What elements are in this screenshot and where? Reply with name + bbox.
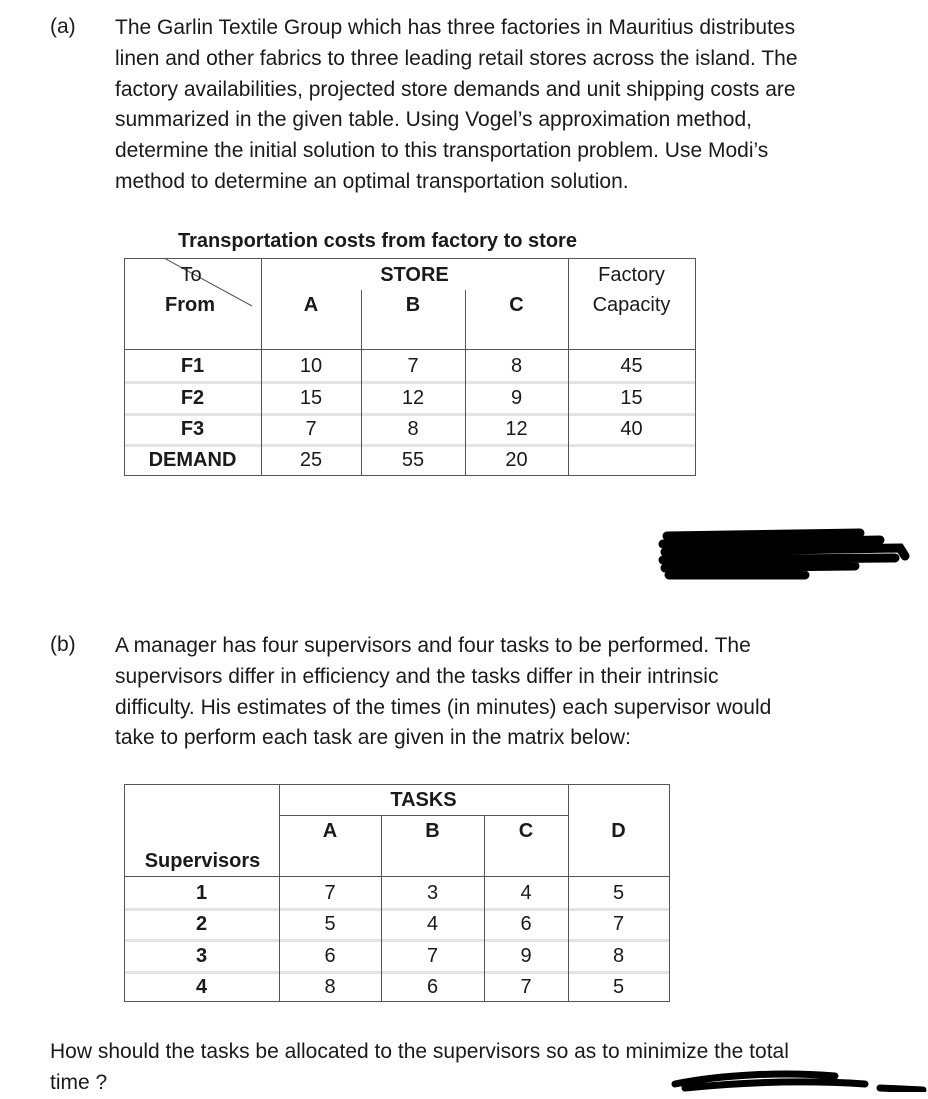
capacity-cell: 40 — [620, 418, 643, 440]
table-cell: 6 — [520, 913, 532, 935]
table-cell: 4 — [426, 913, 439, 935]
demand-cell: 55 — [401, 449, 425, 471]
table-cell: 8 — [612, 944, 625, 967]
table-cell: 7 — [612, 913, 625, 935]
table-cell: 10 — [299, 354, 323, 377]
table-cell: 5 — [612, 881, 625, 904]
column-header: C — [509, 293, 524, 316]
question-line: How should the tasks be allocated to the supervisors so as to minimize the total — [50, 1040, 789, 1063]
redaction-scribble-bottom — [665, 1070, 928, 1092]
row-header: 2 — [195, 913, 208, 935]
part-a-line: factory availabilities, projected store demands and unit shipping costs are — [115, 77, 796, 101]
column-header: A — [322, 819, 338, 842]
table-cell: 8 — [324, 975, 336, 998]
part-a-paragraph — [115, 13, 857, 198]
column-header: B — [425, 819, 440, 842]
part-a-line: method to determine an optimal transportation solution. — [115, 169, 629, 193]
part-a-label: (a) — [50, 15, 76, 38]
table-cell: 7 — [324, 881, 336, 904]
part-b-label: (b) — [50, 633, 76, 656]
store-header: STORE — [380, 263, 449, 286]
table-cell: 12 — [401, 386, 425, 409]
demand-cell: 25 — [299, 449, 323, 471]
capacity-header-line2: Capacity — [592, 293, 671, 316]
part-a-line: determine the initial solution to this transportation problem. Use Modi’s — [115, 139, 769, 163]
part-a-line: linen and other fabrics to three leading retail stores across the island. The — [115, 46, 798, 70]
row-header: 4 — [195, 975, 208, 998]
corner-from-label: From — [165, 293, 215, 316]
tasks-header: TASKS — [390, 788, 457, 811]
table-cell: 6 — [324, 944, 336, 967]
table-cell: 9 — [510, 386, 523, 409]
part-b-line: supervisors differ in efficiency and the tasks differ in their intrinsic — [115, 664, 719, 688]
row-header: 1 — [195, 881, 208, 904]
table-cell: 5 — [324, 913, 336, 935]
part-b-line: A manager has four supervisors and four tasks to be performed. The — [115, 634, 751, 657]
row-header: F1 — [180, 354, 205, 377]
table-cell: 12 — [505, 418, 528, 440]
table-cell: 8 — [407, 418, 419, 440]
table-cell: 7 — [305, 418, 317, 440]
table-cell: 7 — [426, 944, 439, 967]
column-header: C — [518, 819, 534, 842]
table-cell: 7 — [520, 975, 532, 998]
part-b-paragraph — [115, 631, 857, 754]
column-header: D — [611, 819, 626, 842]
table-cell: 4 — [520, 881, 532, 904]
demand-row-header: DEMAND — [148, 449, 237, 471]
capacity-header-line1: Factory — [598, 263, 665, 286]
redaction-scribble — [655, 528, 915, 584]
column-header: A — [303, 293, 319, 316]
capacity-cell: 15 — [620, 386, 643, 409]
task-time-table — [124, 784, 670, 1002]
row-header: F2 — [180, 386, 205, 409]
table-cell: 6 — [426, 975, 439, 998]
part-b-line: difficulty. His estimates of the times (in minutes) each supervisor would — [115, 695, 772, 719]
row-header: F3 — [180, 418, 205, 440]
table-cell: 9 — [520, 944, 532, 967]
column-header: B — [405, 293, 421, 316]
transport-table-caption: Transportation costs from factory to store — [178, 230, 577, 252]
question-line: time ? — [50, 1070, 108, 1094]
demand-cell: 20 — [505, 449, 528, 471]
part-b-line: take to perform each task are given in the matrix below: — [115, 726, 631, 750]
supervisors-header: Supervisors — [144, 849, 261, 872]
corner-to-label: To — [180, 263, 202, 286]
transport-cost-table — [124, 258, 696, 476]
part-a-line: summarized in the given table. Using Vogel’s approximation method, — [115, 108, 752, 132]
table-cell: 5 — [612, 975, 625, 998]
table-cell: 3 — [426, 881, 439, 904]
table-cell: 7 — [407, 354, 419, 377]
capacity-cell: 45 — [620, 354, 643, 377]
row-header: 3 — [195, 944, 208, 967]
table-cell: 15 — [299, 386, 323, 409]
table-cell: 8 — [510, 354, 523, 377]
part-a-line: The Garlin Textile Group which has three factories in Mauritius distributes — [115, 16, 796, 39]
